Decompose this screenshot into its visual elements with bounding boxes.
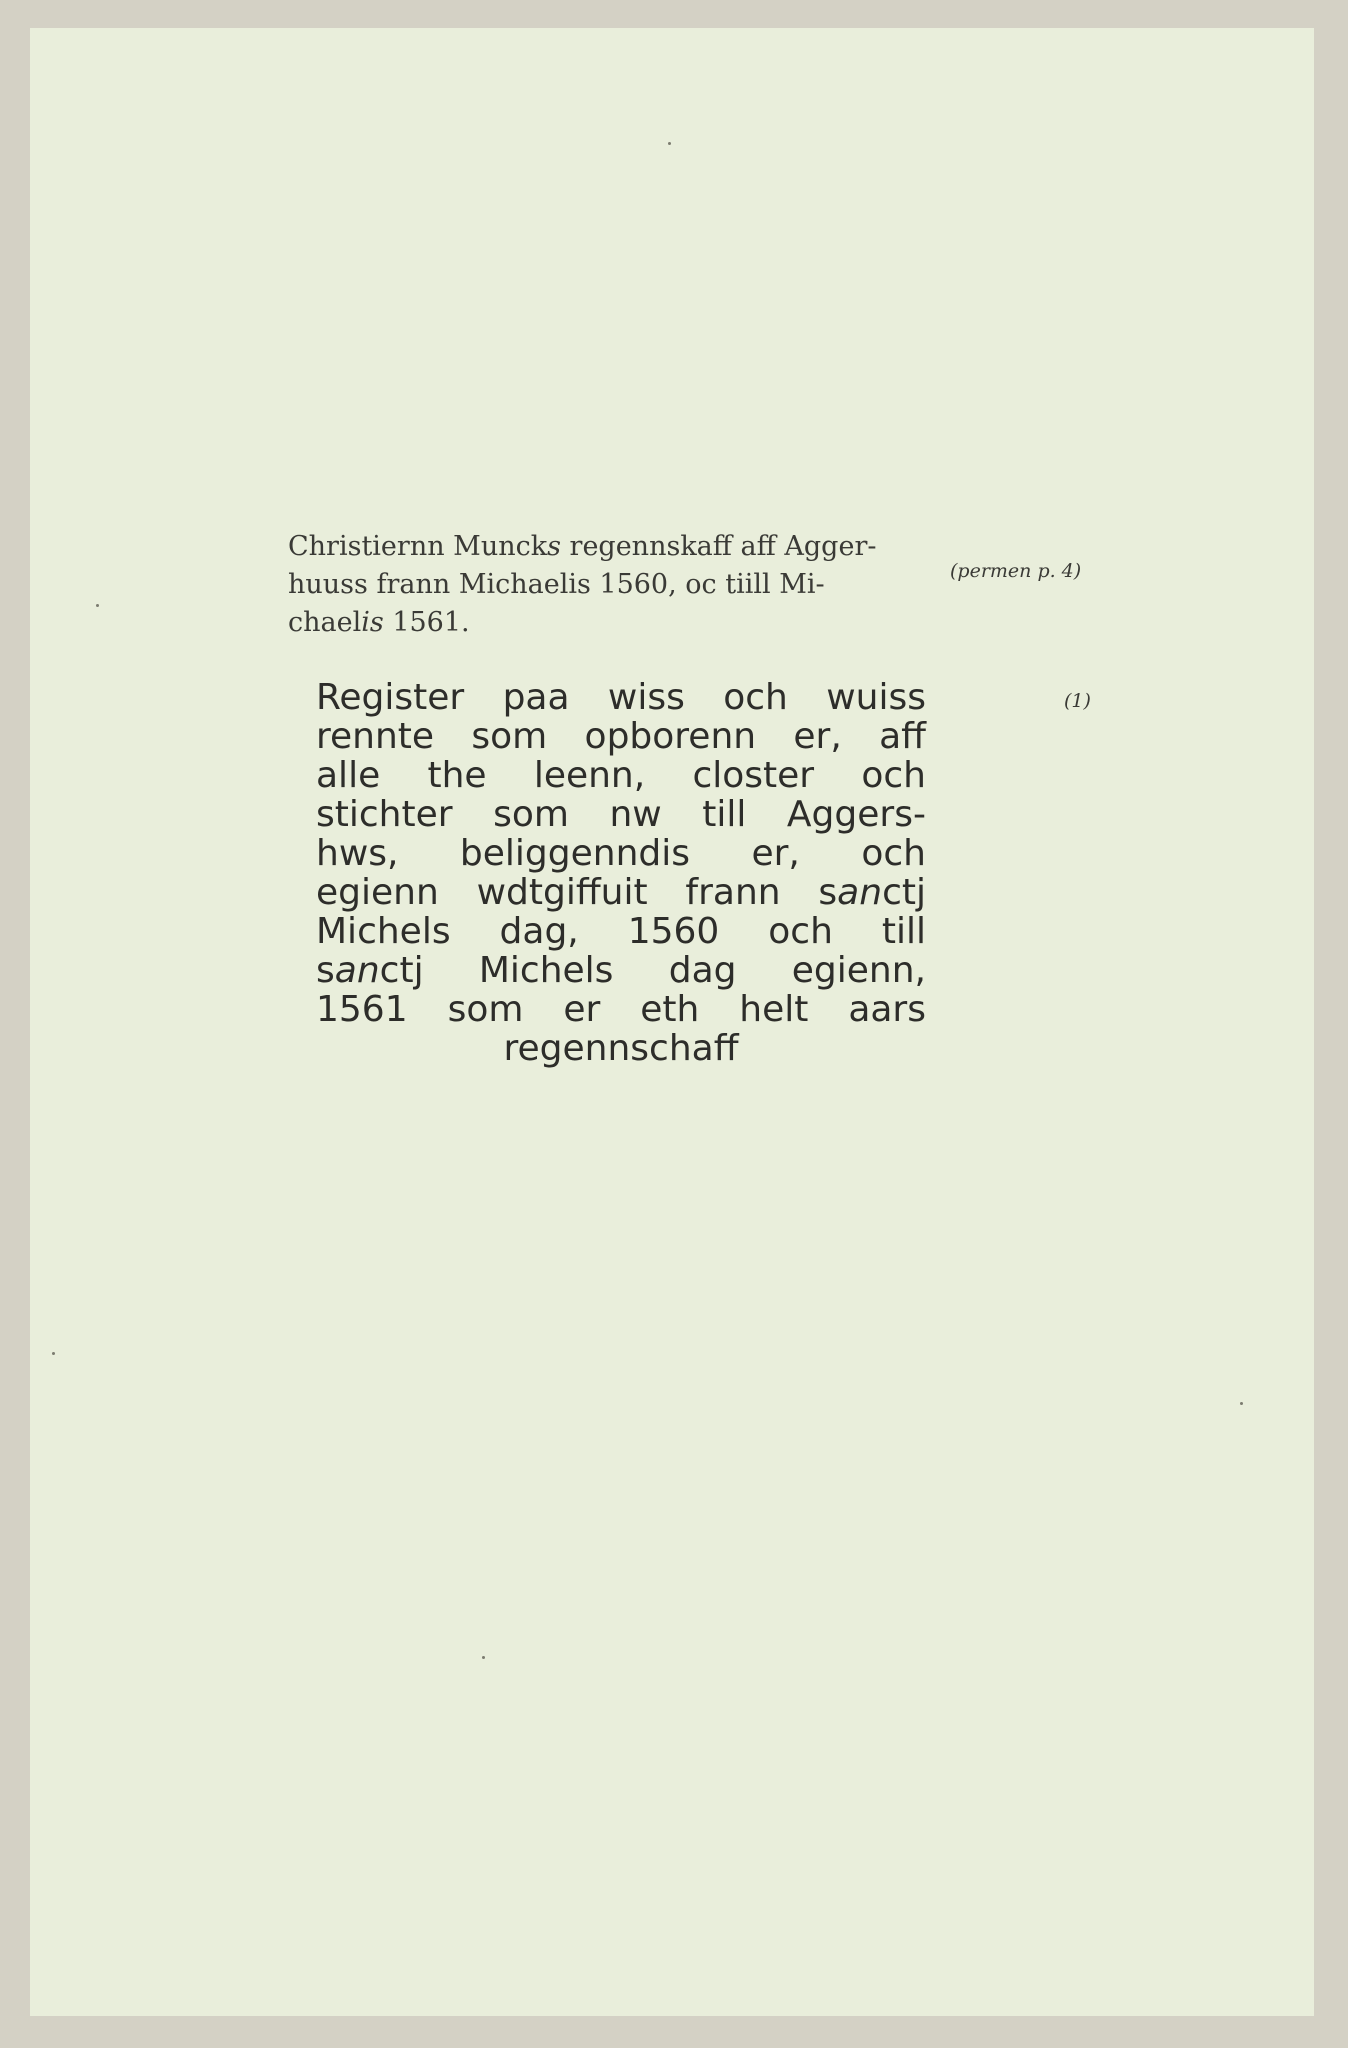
register-word: er <box>563 989 601 1030</box>
margin-note-cover-ref: (permen p. 4) <box>950 560 1082 582</box>
paper-speck <box>96 604 99 607</box>
register-word: paa <box>502 677 570 718</box>
register-heading <box>316 678 926 1068</box>
register-word: beliggenndis <box>459 833 691 874</box>
intro-text: Christiernn Munck <box>288 531 548 562</box>
register-word: som <box>493 794 569 835</box>
register-word: eth <box>640 989 700 1030</box>
register-line <box>316 756 926 795</box>
intro-text: chael <box>288 607 362 638</box>
register-word: och <box>861 833 926 874</box>
register-word: frann <box>685 872 781 913</box>
intro-line-1 <box>288 531 876 562</box>
intro-line-3 <box>288 607 470 638</box>
register-word: dag, <box>499 911 579 952</box>
paper-speck <box>52 1352 55 1355</box>
register-word: wuiss <box>826 677 926 718</box>
register-line <box>316 795 926 834</box>
paper-speck <box>1240 1402 1243 1405</box>
register-word: wdtgiffuit <box>476 872 648 913</box>
register-word: opborenn <box>584 716 757 757</box>
register-word: och <box>723 677 788 718</box>
register-word: Michels <box>316 911 451 952</box>
register-word: closter <box>692 755 815 796</box>
register-line <box>316 717 926 756</box>
register-word: aff <box>879 716 926 757</box>
register-line <box>316 951 926 990</box>
register-word: egienn <box>316 872 439 913</box>
paper-speck <box>668 142 671 145</box>
register-line <box>316 873 926 912</box>
register-word: aars <box>848 989 926 1030</box>
register-word: och <box>768 911 833 952</box>
paper-speck <box>482 1656 485 1659</box>
register-word: er, <box>751 833 800 874</box>
register-word: Register <box>316 677 465 718</box>
intro-text: 1561. <box>383 607 470 638</box>
register-word: sanctj <box>316 950 424 991</box>
register-word: Aggers- <box>786 794 926 835</box>
register-line <box>316 990 926 1029</box>
register-word: dag <box>668 950 737 991</box>
register-word: hws, <box>316 833 399 874</box>
register-word: och <box>861 755 926 796</box>
register-word: Michels <box>478 950 614 991</box>
margin-note-page-ref: (1) <box>1064 690 1091 712</box>
register-word: egienn, <box>791 950 926 991</box>
register-word: stichter <box>316 794 453 835</box>
intro-text: regennskaff aff Agger- <box>560 531 877 562</box>
register-word: som <box>471 716 548 757</box>
intro-line-2: huuss frann Michaelis 1560, oc tiill Mi- <box>288 569 825 600</box>
register-word: sanctj <box>818 872 926 913</box>
register-line <box>316 834 926 873</box>
register-line <box>316 678 926 717</box>
register-word: er, <box>793 716 842 757</box>
register-word: alle <box>316 755 381 796</box>
register-word: helt <box>739 989 809 1030</box>
register-word: regennschaff <box>503 1028 739 1069</box>
register-word: leenn, <box>533 755 646 796</box>
register-word: rennte <box>316 716 435 757</box>
register-line <box>316 912 926 951</box>
register-word: the <box>427 755 487 796</box>
register-word: 1560 <box>627 911 720 952</box>
register-word: 1561 <box>316 989 408 1030</box>
register-word: till <box>881 911 926 952</box>
register-word: som <box>447 989 524 1030</box>
intro-abbrev: s <box>547 531 561 562</box>
account-intro-paragraph <box>288 528 926 642</box>
register-word: wiss <box>607 677 685 718</box>
register-word: till <box>702 794 747 835</box>
register-word: nw <box>609 794 662 835</box>
intro-abbrev: is <box>361 607 384 638</box>
register-line <box>316 1029 926 1068</box>
